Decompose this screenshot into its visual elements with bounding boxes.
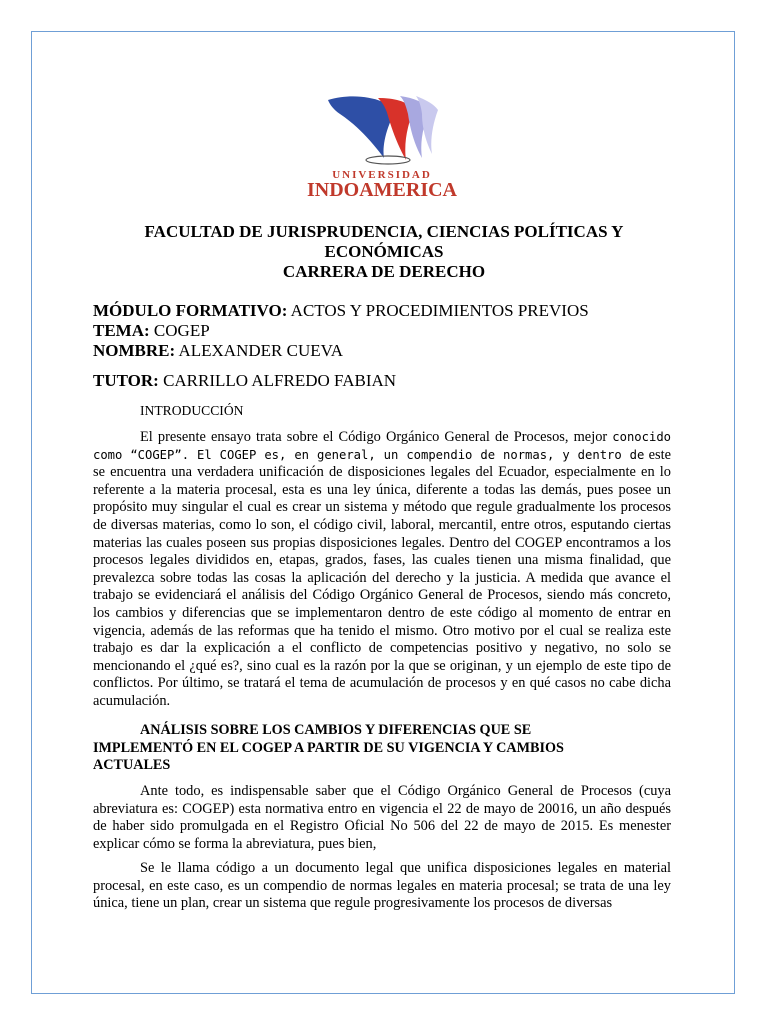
university-logo	[284, 88, 480, 200]
intro-part-2: conocido como “COGEP”. El COGEP es, en general, un compendio de normas, y dentro de	[93, 430, 671, 462]
meta-nombre	[93, 341, 693, 361]
meta-tema-value: COGEP	[149, 321, 210, 340]
intro-paragraph	[93, 429, 671, 711]
meta-modulo-value: ACTOS Y PROCEDIMIENTOS PREVIOS	[287, 301, 589, 320]
logo-book-base	[366, 156, 410, 164]
meta-nombre-label: NOMBRE:	[93, 341, 176, 360]
logo-text-universidad: UNIVERSIDAD	[332, 169, 432, 181]
title-line-3: CARRERA DE DERECHO	[282, 262, 486, 281]
intro-label: INTRODUCCIÓN	[140, 403, 244, 418]
paragraph-3	[93, 860, 671, 913]
meta-tema-label: TEMA:	[93, 321, 150, 340]
meta-tema	[93, 321, 693, 341]
meta-modulo	[93, 301, 693, 321]
paragraph-2-text: Ante todo, es indispensable saber que el Código Orgánico General de Procesos (cuya abreviatura es: COGEP) esta normativa entro en vigencia el 22 de mayo de 20016, un año después de haber sido promulgada en el Registro Oficial No 506 del 22 de mayo de 2015. Es menester explicar cómo se forma la abreviatura, pues bien,	[93, 783, 671, 852]
meta-nombre-value: ALEXANDER CUEVA	[175, 341, 343, 360]
meta-tutor-value: CARRILLO ALFREDO FABIAN	[158, 371, 397, 390]
meta-tutor	[93, 371, 693, 391]
section-heading: ANÁLISIS SOBRE LOS CAMBIOS Y DIFERENCIAS QUE SE IMPLEMENTÓ EN EL COGEP A PARTIR DE SU VIGENCIA Y CAMBIOS ACTUALES	[93, 722, 564, 773]
intro-part-1: El presente ensayo trata sobre el Código Orgánico General de Procesos, mejor	[140, 429, 613, 445]
meta-modulo-label: MÓDULO FORMATIVO:	[93, 301, 288, 320]
title-line-1: FACULTAD DE JURISPRUDENCIA, CIENCIAS POLÍTICAS Y	[144, 222, 624, 241]
logo-text-indoamerica: INDOAMERICA	[307, 179, 457, 200]
meta-tutor-label: TUTOR:	[93, 371, 159, 390]
title-block	[92, 222, 676, 282]
paragraph-2	[93, 783, 671, 853]
intro-part-3: este se encuentra una verdadera unificación de disposiciones legales del Ecuador, especialmente en lo referente a la materia procesal, esta es una ley única, diferente a todas las demás, pues posee un propósito muy singular el cual es crear un sistema y método que regule gradualmente los procesos de diversas materias, como lo son, el código civil, laboral, mercantil, entre otros, esputando ciertas materias las cuales poseen sus propias disposiciones legales. Dentro del COGEP encontramos a los procesos legales divididos en, etapas, grados, fases, las cuales tienen una misma finalidad, que prevalezca sobre todas las cosas la aplicación del derecho y la justicia. A medida que avance el trabajo se evidenciará el análisis del Código Orgánico General de Procesos, siendo más concreto, los cambios y diferencias que se implementaron dentro de este código al momento de entrar en vigencia, además de las reformas que ha tenido el mismo. Otro motivo por el cual se realiza este trabajo es dar la explicación a el conflicto de competencias positivo y negativo, no solo se mencionando el ¿qué es?, sino cual es la razón por la que se originan, y un ejemplo de este tipo de conflictos. Por último, se tratará el tema de acumulación de procesos y en qué casos no cabe dicha acumulación.	[93, 446, 671, 709]
paragraph-3-text: Se le llama código a un documento legal que unifica disposiciones legales en material procesal, en este caso, es un compendio de normas legales en materia procesal; se trata de una ley única, tiene un plan, crear un sistema que regule progresivamente los procesos de diversas	[93, 860, 671, 912]
title-line-2: ECONÓMICAS	[324, 242, 444, 261]
